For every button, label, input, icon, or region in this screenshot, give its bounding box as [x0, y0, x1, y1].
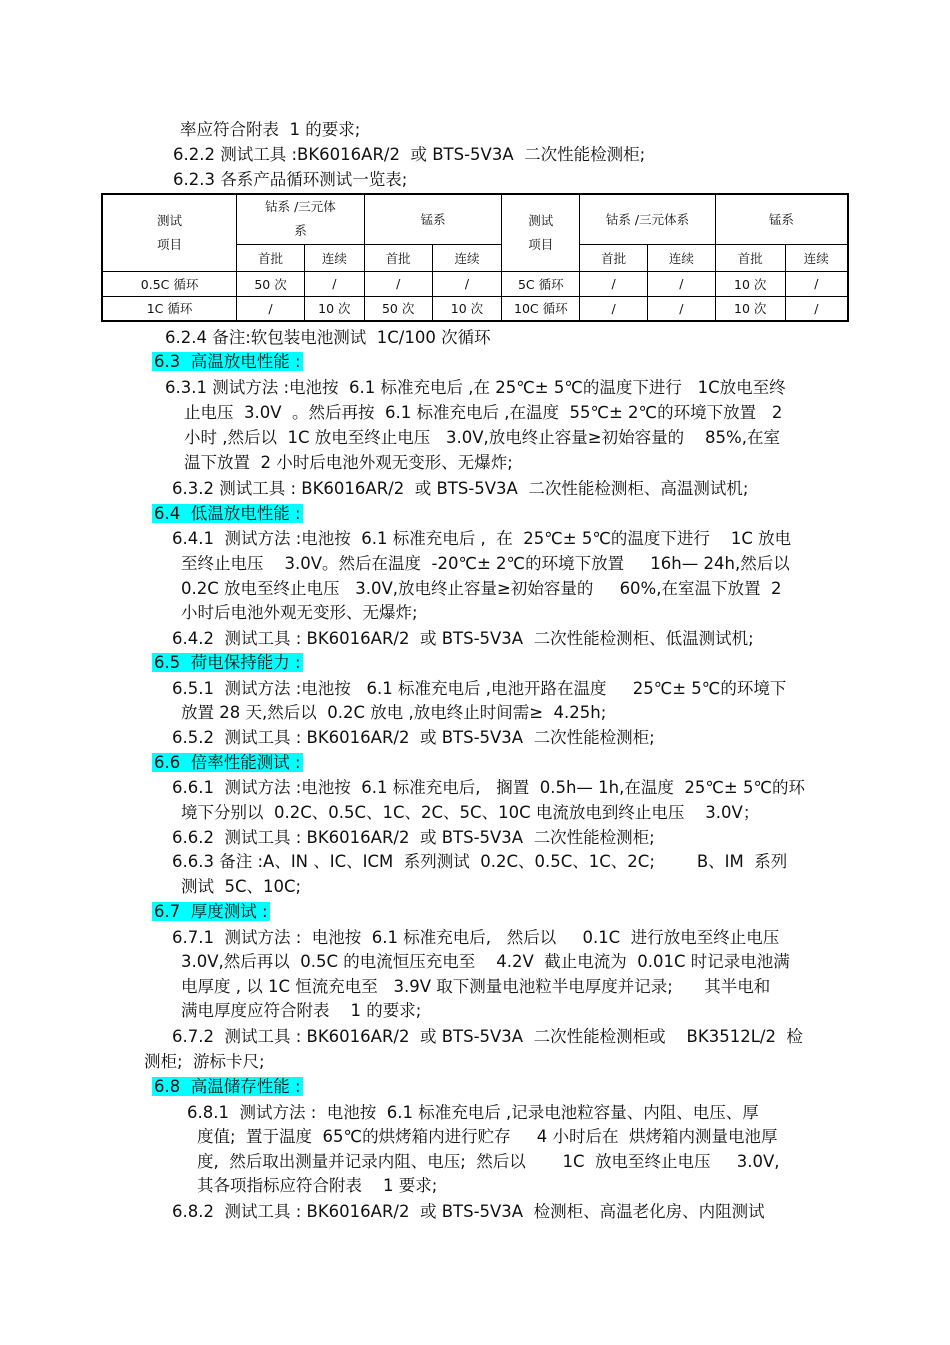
table-cell: 50 次 — [237, 271, 305, 296]
header-manganese: 锰系 — [364, 194, 502, 244]
text-line: 6.6.1 测试方法 :电池按 6.1 标准充电后, 搁置 0.5h— 1h,在温度 25℃± 5℃的环 — [172, 778, 805, 797]
subheader-continuous: 连续 — [648, 244, 716, 271]
table-row — [102, 296, 848, 321]
header-cobalt-2: 钴系 /三元体系 — [580, 194, 716, 244]
text-line: 6.4.2 测试工具 : BK6016AR/2 或 BTS-5V3A 二次性能检测柜、低温测试机; — [172, 629, 754, 648]
table-cell: / — [785, 296, 848, 321]
text-line: 6.3.1 测试方法 :电池按 6.1 标准充电后 ,在 25℃± 5℃的温度下进行 1C放电至终 — [165, 378, 786, 397]
text-line: 率应符合附表 1 的要求; — [180, 120, 361, 139]
section-heading-6-3: 6.3 高温放电性能 : — [154, 352, 301, 371]
table-cell: / — [364, 271, 432, 296]
text-line: 测试 5C、10C; — [181, 877, 302, 896]
section-heading-6-5: 6.5 荷电保持能力 : — [154, 653, 301, 672]
subheader-first: 首批 — [715, 244, 785, 271]
table-cell: / — [648, 271, 716, 296]
text-line: 6.6.3 备注 :A、IN 、IC、ICM 系列测试 0.2C、0.5C、1C、2C; B、IM 系列 — [172, 852, 788, 871]
table-cell: 1C 循环 — [102, 296, 237, 321]
text-line: 止电压 3.0V 。然后再按 6.1 标准充电后 ,在温度 55℃± 2℃的环境下放置 2 — [184, 403, 783, 422]
text-line: 6.2.3 各系产品循环测试一览表; — [173, 170, 408, 189]
header-manganese-2: 锰系 — [715, 194, 848, 244]
table-cell: / — [785, 271, 848, 296]
text-line: 6.5.2 测试工具 : BK6016AR/2 或 BTS-5V3A 二次性能检测柜; — [172, 728, 655, 747]
table-cell: / — [580, 271, 648, 296]
text-line: 6.2.2 测试工具 :BK6016AR/2 或 BTS-5V3A 二次性能检测柜; — [173, 145, 646, 164]
subheader-first: 首批 — [364, 244, 432, 271]
text-line: 0.2C 放电至终止电压 3.0V,放电终止容量≥初始容量的 60%,在室温下放置 2 — [181, 579, 782, 598]
text-line: 6.6.2 测试工具 : BK6016AR/2 或 BTS-5V3A 二次性能检测柜; — [172, 828, 655, 847]
text-line: 电厚度 , 以 1C 恒流充电至 3.9V 取下测量电池粒半电厚度并记录; 其半电和 — [181, 977, 771, 996]
subheader-first: 首批 — [580, 244, 648, 271]
table-row — [102, 271, 848, 296]
table-cell: / — [648, 296, 716, 321]
header-test-item-2: 测试 项目 — [502, 194, 580, 271]
text-line: 6.7.2 测试工具 : BK6016AR/2 或 BTS-5V3A 二次性能检测柜或 BK3512L/2 检 — [172, 1027, 803, 1046]
table-cell: 10 次 — [715, 271, 785, 296]
table-cell: 50 次 — [364, 296, 432, 321]
table-cell: / — [237, 296, 305, 321]
text-line: 其各项指标应符合附表 1 要求; — [197, 1176, 438, 1195]
section-heading-6-6: 6.6 倍率性能测试 : — [154, 753, 301, 772]
text-line: 6.8.2 测试工具 : BK6016AR/2 或 BTS-5V3A 检测柜、高温老化房、内阻测试 — [172, 1202, 765, 1221]
text-line: 境下分别以 0.2C、0.5C、1C、2C、5C、10C 电流放电到终止电压 3.0V； — [181, 803, 760, 822]
text-line: 至终止电压 3.0V。然后在温度 -20℃± 2℃的环境下放置 16h— 24h,然后以 — [181, 554, 790, 573]
text-line: 6.8.1 测试方法 : 电池按 6.1 标准充电后 ,记录电池粒容量、内阻、电压、厚 — [187, 1103, 759, 1122]
header-cobalt: 钴系 /三元体 系 — [237, 194, 365, 244]
table-cell: 10 次 — [304, 296, 364, 321]
text-line: 6.7.1 测试方法 : 电池按 6.1 标准充电后, 然后以 0.1C 进行放电至终止电压 — [172, 928, 780, 947]
text-line: 测柜; 游标卡尺; — [144, 1052, 265, 1071]
text-line: 小时 ,然后以 1C 放电至终止电压 3.0V,放电终止容量≥初始容量的 85%,在室 — [184, 428, 780, 447]
text-line: 3.0V,然后再以 0.5C 的电流恒压充电至 4.2V 截止电流为 0.01C 时记录电池满 — [181, 952, 790, 971]
subheader-first: 首批 — [237, 244, 305, 271]
table-cell: 10 次 — [715, 296, 785, 321]
section-heading-6-7: 6.7 厚度测试 : — [154, 902, 268, 921]
table-cell: 10 次 — [432, 296, 502, 321]
subheader-continuous: 连续 — [304, 244, 364, 271]
text-line: 小时后电池外观无变形、无爆炸; — [181, 603, 418, 622]
text-line: 6.2.4 备注:软包装电池测试 1C/100 次循环 — [165, 328, 491, 347]
text-line: 6.4.1 测试方法 :电池按 6.1 标准充电后 , 在 25℃± 5℃的温度下进行 1C 放电 — [172, 529, 792, 548]
text-line: 度值; 置于温度 65℃的烘烤箱内进行贮存 4 小时后在 烘烤箱内测量电池厚 — [197, 1127, 778, 1146]
text-line: 放置 28 天,然后以 0.2C 放电 ,放电终止时间需≥ 4.25h; — [181, 703, 607, 722]
table-cell: / — [304, 271, 364, 296]
table-cell: 10C 循环 — [502, 296, 580, 321]
subheader-continuous: 连续 — [432, 244, 502, 271]
table-cell: / — [432, 271, 502, 296]
text-line: 温下放置 2 小时后电池外观无变形、无爆炸; — [184, 453, 513, 472]
text-line: 度, 然后取出测量并记录内阻、电压; 然后以 1C 放电至终止电压 3.0V, — [197, 1152, 780, 1171]
header-test-item: 测试 项目 — [102, 194, 237, 271]
subheader-continuous: 连续 — [785, 244, 848, 271]
text-line: 6.3.2 测试工具 : BK6016AR/2 或 BTS-5V3A 二次性能检测柜、高温测试机; — [172, 479, 749, 498]
table-cell: / — [580, 296, 648, 321]
section-heading-6-4: 6.4 低温放电性能 : — [154, 504, 301, 523]
table-cell: 5C 循环 — [502, 271, 580, 296]
cycle-test-table — [101, 193, 849, 322]
section-heading-6-8: 6.8 高温储存性能 : — [154, 1077, 301, 1096]
text-line: 6.5.1 测试方法 :电池按 6.1 标准充电后 ,电池开路在温度 25℃± 5℃的环境下 — [172, 679, 787, 698]
table-cell: 0.5C 循环 — [102, 271, 237, 296]
text-line: 满电厚度应符合附表 1 的要求; — [181, 1001, 422, 1020]
